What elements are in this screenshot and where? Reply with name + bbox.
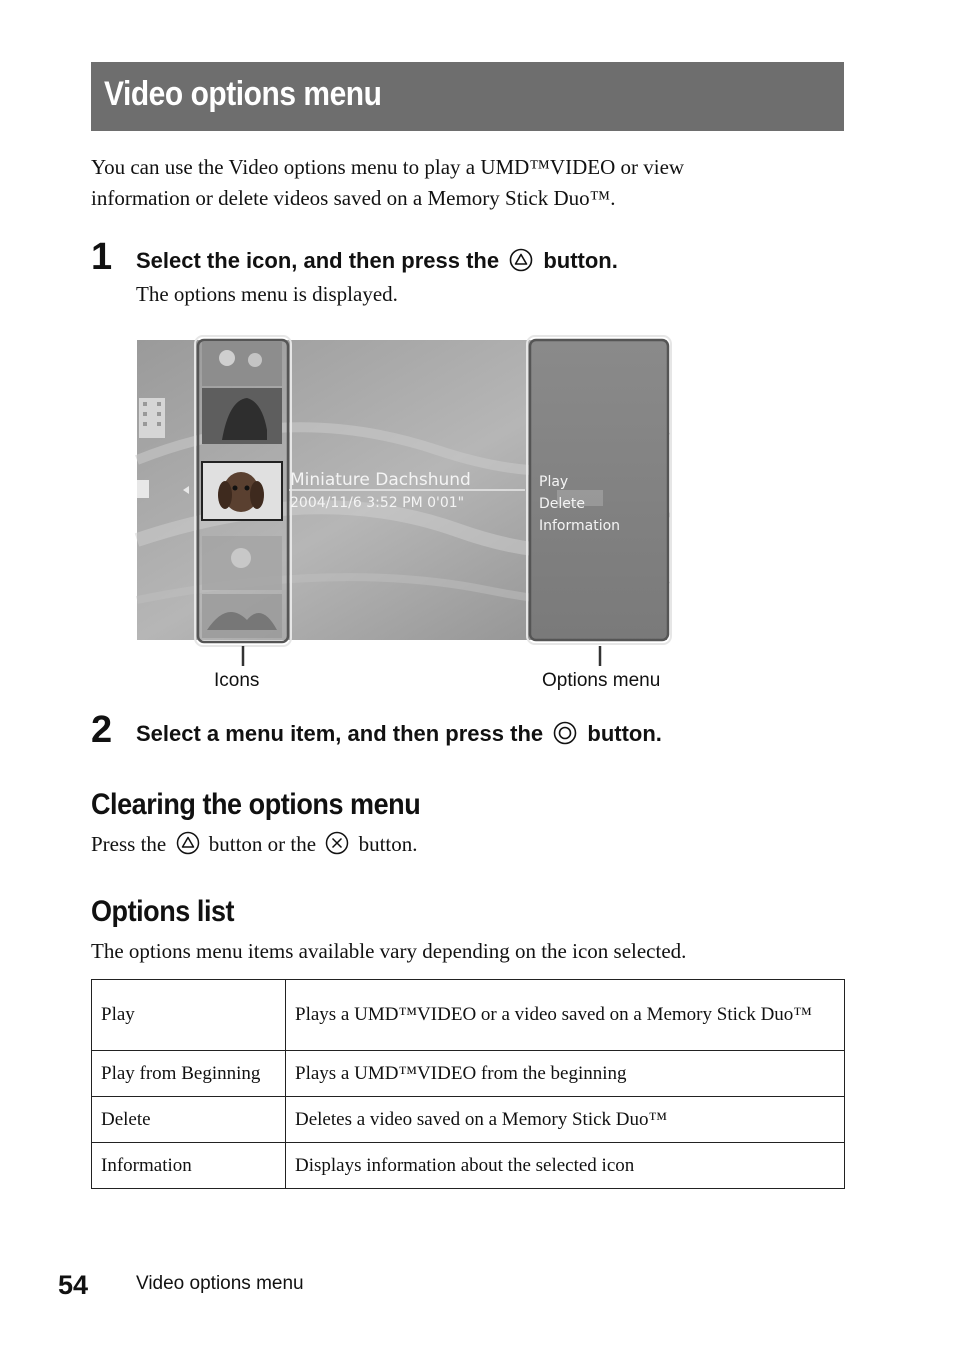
intro-paragraph (91, 152, 851, 214)
option-name-cell: Information (92, 1143, 286, 1189)
table-row (92, 1051, 845, 1097)
clearing-text-before: Press the (91, 832, 167, 856)
step-1-text-after: button. (543, 248, 618, 273)
video-thumbnail-1 (202, 342, 282, 386)
menu-item-play[interactable]: Play (539, 474, 569, 490)
page-number: 54 (58, 1270, 89, 1300)
option-name-cell: Delete (92, 1097, 286, 1143)
step-2-number: 2 (91, 709, 113, 751)
page-title: Video options menu (104, 75, 382, 113)
icons-column (195, 336, 291, 646)
triangle-button-icon (509, 248, 533, 272)
menu-item-information[interactable]: Information (539, 518, 621, 534)
psp-screenshot (137, 340, 667, 640)
clearing-text-after: button. (358, 832, 418, 856)
option-desc-cell: Displays information about the selected icon (286, 1143, 845, 1189)
footer-section-name: Video options menu (136, 1273, 304, 1294)
step-1-detail: The options menu is displayed. (136, 282, 398, 306)
intro-line-2: information or delete videos saved on a Memory Stick Duo™. (91, 186, 616, 210)
intro-line-1: You can use the Video options menu to play a UMD™VIDEO or view (91, 155, 685, 179)
option-desc-cell: Plays a UMD™VIDEO from the beginning (286, 1051, 845, 1097)
options-table (91, 979, 845, 1189)
option-name-cell: Play from Beginning (92, 1051, 286, 1097)
step-2-instruction (136, 720, 662, 748)
options-list-heading: Options list (91, 895, 235, 928)
table-row (92, 980, 845, 1051)
circle-button-icon (553, 721, 577, 745)
step-1-text-before: Select the icon, and then press the (136, 248, 500, 273)
clearing-heading: Clearing the options menu (91, 788, 421, 821)
options-list-description: The options menu items available vary depending on the icon selected. (91, 939, 687, 963)
step-1-instruction (136, 247, 618, 275)
clearing-text-mid: button or the (208, 832, 317, 856)
icons-callout-label: Icons (214, 670, 260, 691)
triangle-button-icon (176, 831, 200, 855)
clearing-text (91, 830, 418, 858)
page-title-bar (91, 62, 844, 131)
options-menu-panel (527, 336, 671, 644)
step-1-number: 1 (91, 236, 113, 278)
step-2-text-before: Select a menu item, and then press the (136, 721, 544, 746)
table-row (92, 1143, 845, 1189)
option-name-cell: Play (92, 980, 286, 1051)
option-desc-cell: Plays a UMD™VIDEO or a video saved on a Memory Stick Duo™ (286, 980, 845, 1051)
left-stub-icon (137, 480, 149, 498)
video-meta-label: 2004/11/6 3:52 PM 0'01" (290, 495, 465, 511)
step-2-text-after: button. (587, 721, 662, 746)
video-title-label: Miniature Dachshund (290, 470, 471, 490)
cross-button-icon (325, 831, 349, 855)
option-desc-cell: Deletes a video saved on a Memory Stick Duo™ (286, 1097, 845, 1143)
options-menu-callout-label: Options menu (542, 670, 661, 691)
menu-item-delete[interactable]: Delete (539, 496, 585, 512)
table-row (92, 1097, 845, 1143)
video-category-icon (139, 398, 165, 438)
